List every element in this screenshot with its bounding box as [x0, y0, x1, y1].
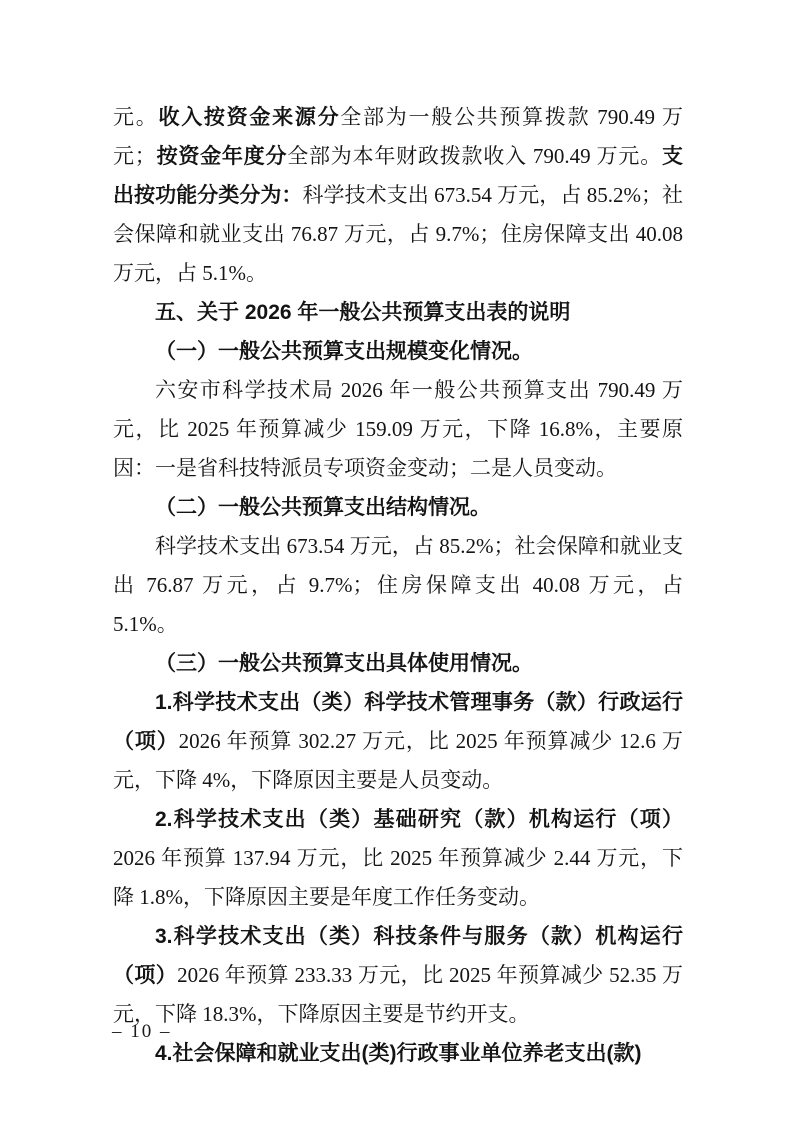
budget-item-3-detail: 2026 年预算 233.33 万元，比 2025 年预算减少 52.35 万元，下降 18.3%，下降原因主要是节约开支。 — [113, 963, 683, 1026]
intro-run-plain-1: 元。 — [113, 105, 159, 129]
page-number: – 10 – — [112, 1021, 172, 1042]
budget-item-2-detail: 2026 年预算 137.94 万元，比 2025 年预算减少 2.44 万元，下降 1.8%，下降原因主要是年度工作任务变动。 — [113, 846, 683, 909]
budget-item-4-title: 4.社会保障和就业支出(类)行政事业单位养老支出(款) — [155, 1042, 642, 1065]
budget-item-2-title: 2.科学技术支出（类）基础研究（款）机构运行（项） — [155, 808, 683, 831]
subsection-1-heading: （一）一般公共预算支出规模变化情况。 — [155, 339, 533, 363]
intro-run-bold-by-fund-year: 按资金年度分 — [155, 145, 288, 168]
budget-item-1-title: 1.科学技术支出（类）科学技术管理事务（款）行政运行（项） — [113, 691, 683, 753]
budget-item-2 — [113, 800, 683, 917]
budget-item-1-detail: 2026 年预算 302.27 万元，比 2025 年预算减少 12.6 万元，下降 4%，下降原因主要是人员变动。 — [113, 729, 684, 792]
section-5-heading: 五、关于 2026 年一般公共预算支出表的说明 — [155, 301, 571, 324]
budget-item-3 — [113, 917, 683, 1034]
paragraph-expenditure-scale-change: 六安市科学技术局 2026 年一般公共预算支出 790.49 万元，比 2025 年预算减少 159.09 万元，下降 16.8%，主要原因：一是省科技特派员专项资金变动；二是人员变动。 — [113, 378, 683, 480]
budget-item-4 — [113, 1034, 683, 1073]
intro-run-bold-expenditure-by-function: 支出按功能分类分为： — [113, 145, 683, 207]
budget-item-1 — [113, 683, 683, 800]
paragraph-expenditure-structure: 科学技术支出 673.54 万元，占 85.2%；社会保障和就业支出 76.87 万元，占 9.7%；住房保障支出 40.08 万元，占 5.1%。 — [113, 534, 683, 636]
document-content — [113, 98, 683, 1073]
subsection-2-heading: （二）一般公共预算支出结构情况。 — [155, 495, 491, 519]
subsection-3-heading: （三）一般公共预算支出具体使用情况。 — [155, 651, 533, 675]
paragraph-income-overview — [113, 98, 683, 293]
budget-item-3-title: 3.科学技术支出（类）科技条件与服务（款）机构运行（项） — [113, 925, 683, 987]
intro-run-plain-3: 全部为本年财政拨款收入 790.49 万元。 — [287, 144, 662, 168]
intro-run-plain-2: 全部为一般公共预算拨款 790.49 万元； — [113, 105, 684, 168]
intro-run-plain-4: 科学技术支出 673.54 万元，占 85.2%；社会保障和就业支出 76.87 万元，占 9.7%；住房保障支出 40.08 万元，占 5.1%。 — [113, 183, 684, 285]
intro-run-bold-income-by-source: 收入按资金来源分 — [158, 106, 341, 129]
